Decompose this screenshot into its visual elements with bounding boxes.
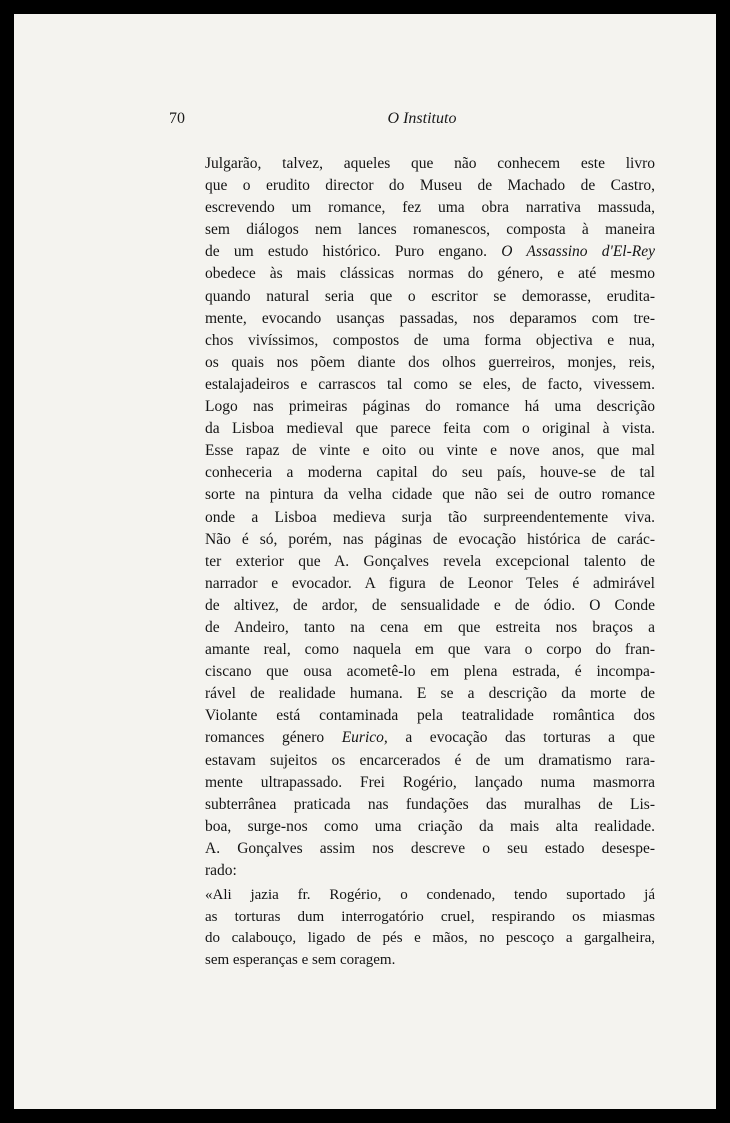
text-line: conheceria a moderna capital do seu país, houve-se de tal	[205, 464, 655, 482]
text-line-with-title	[169, 241, 655, 263]
quote-line: do calabouço, ligado de pés e mãos, no pescoço a gargalheira,	[205, 930, 655, 947]
paragraph	[169, 153, 655, 882]
text-line: Não é só, porém, nas páginas de evocação histórica de carác-	[205, 530, 655, 548]
text-line: Logo nas primeiras páginas do romance há uma descrição	[205, 398, 655, 416]
text-line: amante real, como naquela em que vara o corpo do fran-	[205, 641, 655, 659]
text-fragment: romances género	[205, 729, 325, 747]
text-line: escrevendo um romance, fez uma obra narrativa massuda,	[205, 199, 655, 217]
text-line: mente, evocando usanças passadas, nos deparamos com tre-	[205, 309, 655, 327]
book-title-italic: O Assassino d'El-Rey	[501, 243, 655, 261]
text-line: os quais nos põem diante dos olhos guerreiros, monjes, reis,	[205, 353, 655, 371]
text-line: que o erudito director do Museu de Machado de Castro,	[205, 177, 655, 195]
text-line: Julgarão, talvez, aqueles que não conhecem este livro	[205, 155, 655, 172]
text-line: quando natural seria que o escritor se demorasse, erudita-	[205, 287, 655, 305]
text-fragment: a evocação das torturas a que	[405, 729, 656, 747]
text-line: chos vivíssimos, compostos de uma forma objectiva e nua,	[205, 331, 655, 349]
text-line: narrador e evocador. A figura de Leonor Teles é admirável	[205, 574, 655, 592]
text-line: ciscano que ousa acometê-lo em plena estrada, é incompa-	[205, 663, 655, 681]
running-title: O Instituto	[387, 110, 457, 127]
body-text	[169, 153, 655, 971]
text-line: estavam sujeitos os encarcerados é de um dramatismo rara-	[205, 751, 655, 769]
page-header	[169, 110, 655, 134]
text-line: mente ultrapassado. Frei Rogério, lançado numa masmorra	[205, 773, 655, 791]
book-page	[14, 14, 716, 1109]
quotation-paragraph	[169, 885, 655, 971]
text-line: de Andeiro, tanto na cena em que estreita nos braços a	[205, 618, 655, 636]
book-title-italic: Eurico,	[341, 729, 388, 747]
text-line: rado:	[205, 862, 237, 879]
text-line: Violante está contaminada pela teatralidade romântica dos	[205, 707, 655, 725]
text-line-with-title	[169, 727, 655, 749]
text-line: de altivez, de ardor, de sensualidade e de ódio. O Conde	[205, 596, 655, 614]
text-line: ter exterior que A. Gonçalves revela excepcional talento de	[205, 552, 655, 570]
text-line: rável de realidade humana. E se a descrição da morte de	[205, 685, 655, 703]
text-line: Esse rapaz de vinte e oito ou vinte e nove anos, que mal	[205, 442, 655, 460]
text-line: boa, surge-nos como uma criação da mais alta realidade.	[205, 817, 655, 835]
text-line: onde a Lisboa medieva surja tão surpreendentemente viva.	[205, 508, 655, 526]
quote-line: «Ali jazia fr. Rogério, o condenado, tendo suportado já	[205, 887, 655, 904]
text-line: sorte na pintura da velha cidade que não sei de outro romance	[205, 486, 655, 504]
text-line: da Lisboa medieval que parece feita com o original à vista.	[205, 420, 655, 438]
text-line: estalajadeiros e carrascos tal como se eles, de facto, vivessem.	[205, 375, 655, 393]
quote-line: sem esperanças e sem coragem.	[205, 951, 396, 968]
text-line: sem diálogos nem lances romanescos, composta à maneira	[205, 221, 655, 239]
text-fragment: de um estudo histórico. Puro engano.	[205, 243, 488, 261]
page-number: 70	[169, 110, 185, 127]
text-line: obedece às mais clássicas normas do género, e até mesmo	[205, 265, 655, 283]
text-line: subterrânea praticada nas fundações das muralhas de Lis-	[205, 795, 655, 813]
quote-line: as torturas dum interrogatório cruel, respirando os miasmas	[205, 908, 655, 925]
text-line: A. Gonçalves assim nos descreve o seu estado desespe-	[205, 839, 655, 857]
